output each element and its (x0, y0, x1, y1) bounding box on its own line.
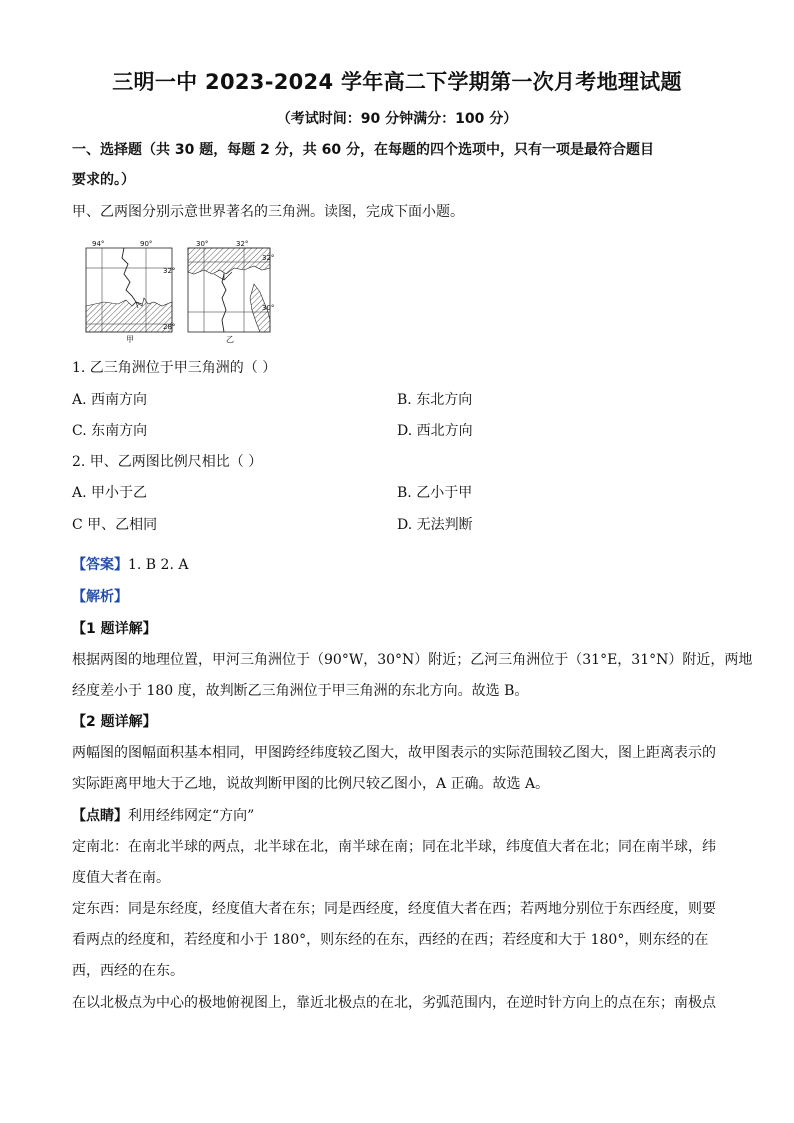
question-2-stem: 2. 甲、乙两图比例尺相比（ ） (72, 454, 263, 470)
question-2-option-c: C 甲、乙相同 (72, 517, 158, 533)
delta-maps-figure (84, 240, 284, 346)
section-heading: 一、选择题（共 30 题，每题 2 分，共 60 分，在每题的四个选项中，只有一项是最符合题目 (72, 142, 654, 158)
tip-title: 利用经纬网定“方向” (128, 808, 255, 824)
question-1-option-c: C. 东南方向 (72, 423, 148, 439)
question-1-option-d: D. 西北方向 (397, 423, 473, 439)
polar-view-line-1: 在以北极点为中心的极地俯视图上，靠近北极点的在北，劣弧范围内，在逆时针方向上的点在东；南极点 (72, 995, 716, 1011)
answer-line (72, 555, 188, 575)
map-yi-lon-30: 30° (196, 240, 209, 248)
answer-text: 1. B 2. A (128, 557, 189, 573)
q2-detail-line-2: 实际距离甲地大于乙地，说故判断甲图的比例尺较乙图小，A 正确。故选 A。 (72, 776, 550, 792)
north-south-line-1: 定南北：在南北半球的两点，北半球在北，南半球在南；同在北半球，纬度值大者在北；同在南半球，纬 (72, 839, 716, 855)
q2-detail-line-1: 两幅图的图幅面积基本相同，甲图跨经纬度较乙图大，故甲图表示的实际范围较乙图大，图上距离表示的 (72, 745, 716, 761)
exam-time-note: （考试时间：90 分钟满分：100 分） (276, 111, 518, 127)
delta-maps-svg (84, 240, 284, 346)
map-jia-caption: 甲 (126, 335, 134, 344)
map-jia-lat-32: 32° (163, 267, 176, 275)
tip-label: 【点睛】 (72, 808, 128, 824)
q1-detail-label: 【1 题详解】 (72, 621, 157, 637)
map-jia-lon-94: 94° (92, 240, 105, 248)
question-1-stem: 1. 乙三角洲位于甲三角洲的（ ） (72, 360, 277, 376)
question-1-option-b: B. 东北方向 (397, 392, 473, 408)
map-yi-caption: 乙 (226, 335, 234, 344)
map-jia (86, 240, 175, 344)
map-jia-lat-28: 28° (163, 323, 176, 331)
map-yi-lat-30: 30° (262, 304, 275, 312)
question-2-option-a: A. 甲小于乙 (72, 485, 148, 501)
east-west-line-1: 定东西：同是东经度，经度值大者在东；同是西经度，经度值大者在西；若两地分别位于东西经度，则要 (72, 901, 716, 917)
east-west-line-2: 看两点的经度和，若经度和小于 180°，则东经的在东，西经的在西；若经度和大于 180°，则东经的在 (72, 932, 709, 948)
analysis-label: 【解析】 (72, 589, 128, 605)
question-1-option-a: A. 西南方向 (72, 392, 148, 408)
q2-detail-label: 【2 题详解】 (72, 714, 157, 730)
q1-detail-line-2: 经度差小于 180 度，故判断乙三角洲位于甲三角洲的东北方向。故选 B。 (72, 683, 529, 699)
map-jia-lon-90: 90° (140, 240, 153, 248)
map-yi (188, 240, 274, 344)
map-yi-lat-32: 32° (262, 254, 275, 262)
page-title: 三明一中 2023-2024 学年高二下学期第一次月考地理试题 (112, 70, 682, 94)
east-west-line-3: 西，西经的在东。 (72, 963, 184, 979)
question-2-option-b: B. 乙小于甲 (397, 485, 473, 501)
question-2-option-d: D. 无法判断 (397, 517, 473, 533)
answer-label: 【答案】 (72, 557, 128, 573)
tip-line (72, 806, 254, 826)
q1-detail-line-1: 根据两图的地理位置，甲河三角洲位于（90°W，30°N）附近；乙河三角洲位于（31°E，31°N）附近，两地 (72, 652, 753, 668)
section-heading-cont: 要求的。） (72, 172, 135, 188)
map-yi-lon-32: 32° (236, 240, 249, 248)
north-south-line-2: 度值大者在南。 (72, 870, 170, 886)
question-intro: 甲、乙两图分别示意世界著名的三角洲。读图，完成下面小题。 (72, 204, 464, 220)
